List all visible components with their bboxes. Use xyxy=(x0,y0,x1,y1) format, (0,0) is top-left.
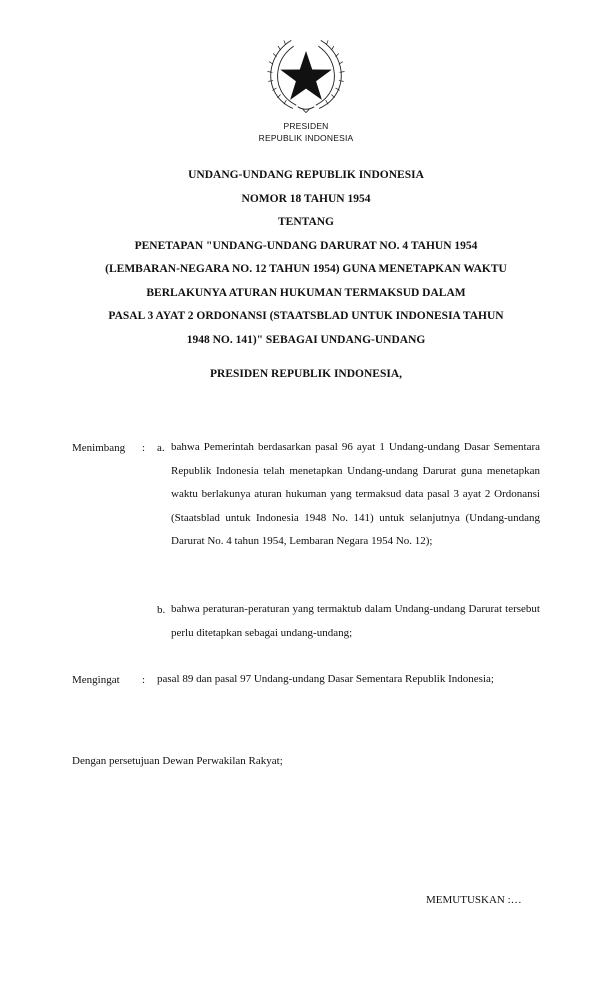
persetujuan-line: Dengan persetujuan Dewan Perwakilan Rakyat; xyxy=(72,755,283,767)
mengingat-label: Mengingat xyxy=(72,674,120,686)
menimbang-item-b-marker: b. xyxy=(157,604,166,616)
menimbang-item-a-marker: a. xyxy=(157,442,165,454)
menimbang-colon: : xyxy=(142,442,146,454)
title-line: 1948 NO. 141)" SEBAGAI UNDANG-UNDANG xyxy=(186,333,426,346)
continuation-marker: MEMUTUSKAN :… xyxy=(426,894,522,906)
title-line: NOMOR 18 TAHUN 1954 xyxy=(241,192,371,205)
title-line: (LEMBARAN-NEGARA NO. 12 TAHUN 1954) GUNA MENETAPKAN WAKTU xyxy=(105,263,507,275)
title-line: UNDANG-UNDANG REPUBLIK INDONESIA xyxy=(188,169,424,181)
menimbang-label: Menimbang xyxy=(72,442,126,454)
president-heading: PRESIDEN REPUBLIK INDONESIA, xyxy=(209,368,403,380)
title-line: TENTANG xyxy=(277,216,335,228)
menimbang-item-a-text: bahwa Pemerintah berdasarkan pasal 96 ayat 1 Undang-undang Dasar Sementara Republik Indonesia telah menetapkan Undang-undang Darurat guna menetapkan waktu berlakunya aturan hukuman yang termaksud data pasal 3 ayat 2 Ordonansi (Staatsblad untuk Indonesia 1948 No. 141) untuk selanjutnya (Undang-undang Darurat No. 4 tahun 1954, Lembaran Negara 1954 No. 12); xyxy=(171,441,540,547)
header-line-presiden: PRESIDEN xyxy=(283,121,329,131)
title-line: BERLAKUNYA ATURAN HUKUMAN TERMAKSUD DALAM xyxy=(146,286,466,299)
garuda-star-emblem-icon xyxy=(265,33,347,115)
header-line-republik: REPUBLIK INDONESIA xyxy=(258,133,354,143)
mengingat-colon: : xyxy=(142,674,146,686)
document-title xyxy=(60,164,552,352)
menimbang-item-b-text: bahwa peraturan-peraturan yang termaktub dalam Undang-undang Darurat tersebut perlu ditetapkan sebagai undang-undang; xyxy=(171,603,540,639)
mengingat-text: pasal 89 dan pasal 97 Undang-undang Dasar Sementara Republik Indonesia; xyxy=(157,673,494,685)
title-line: PENETAPAN "UNDANG-UNDANG DARURAT NO. 4 TAHUN 1954 xyxy=(134,239,478,252)
title-line: PASAL 3 AYAT 2 ORDONANSI (STAATSBLAD UNTUK INDONESIA TAHUN xyxy=(108,310,504,322)
